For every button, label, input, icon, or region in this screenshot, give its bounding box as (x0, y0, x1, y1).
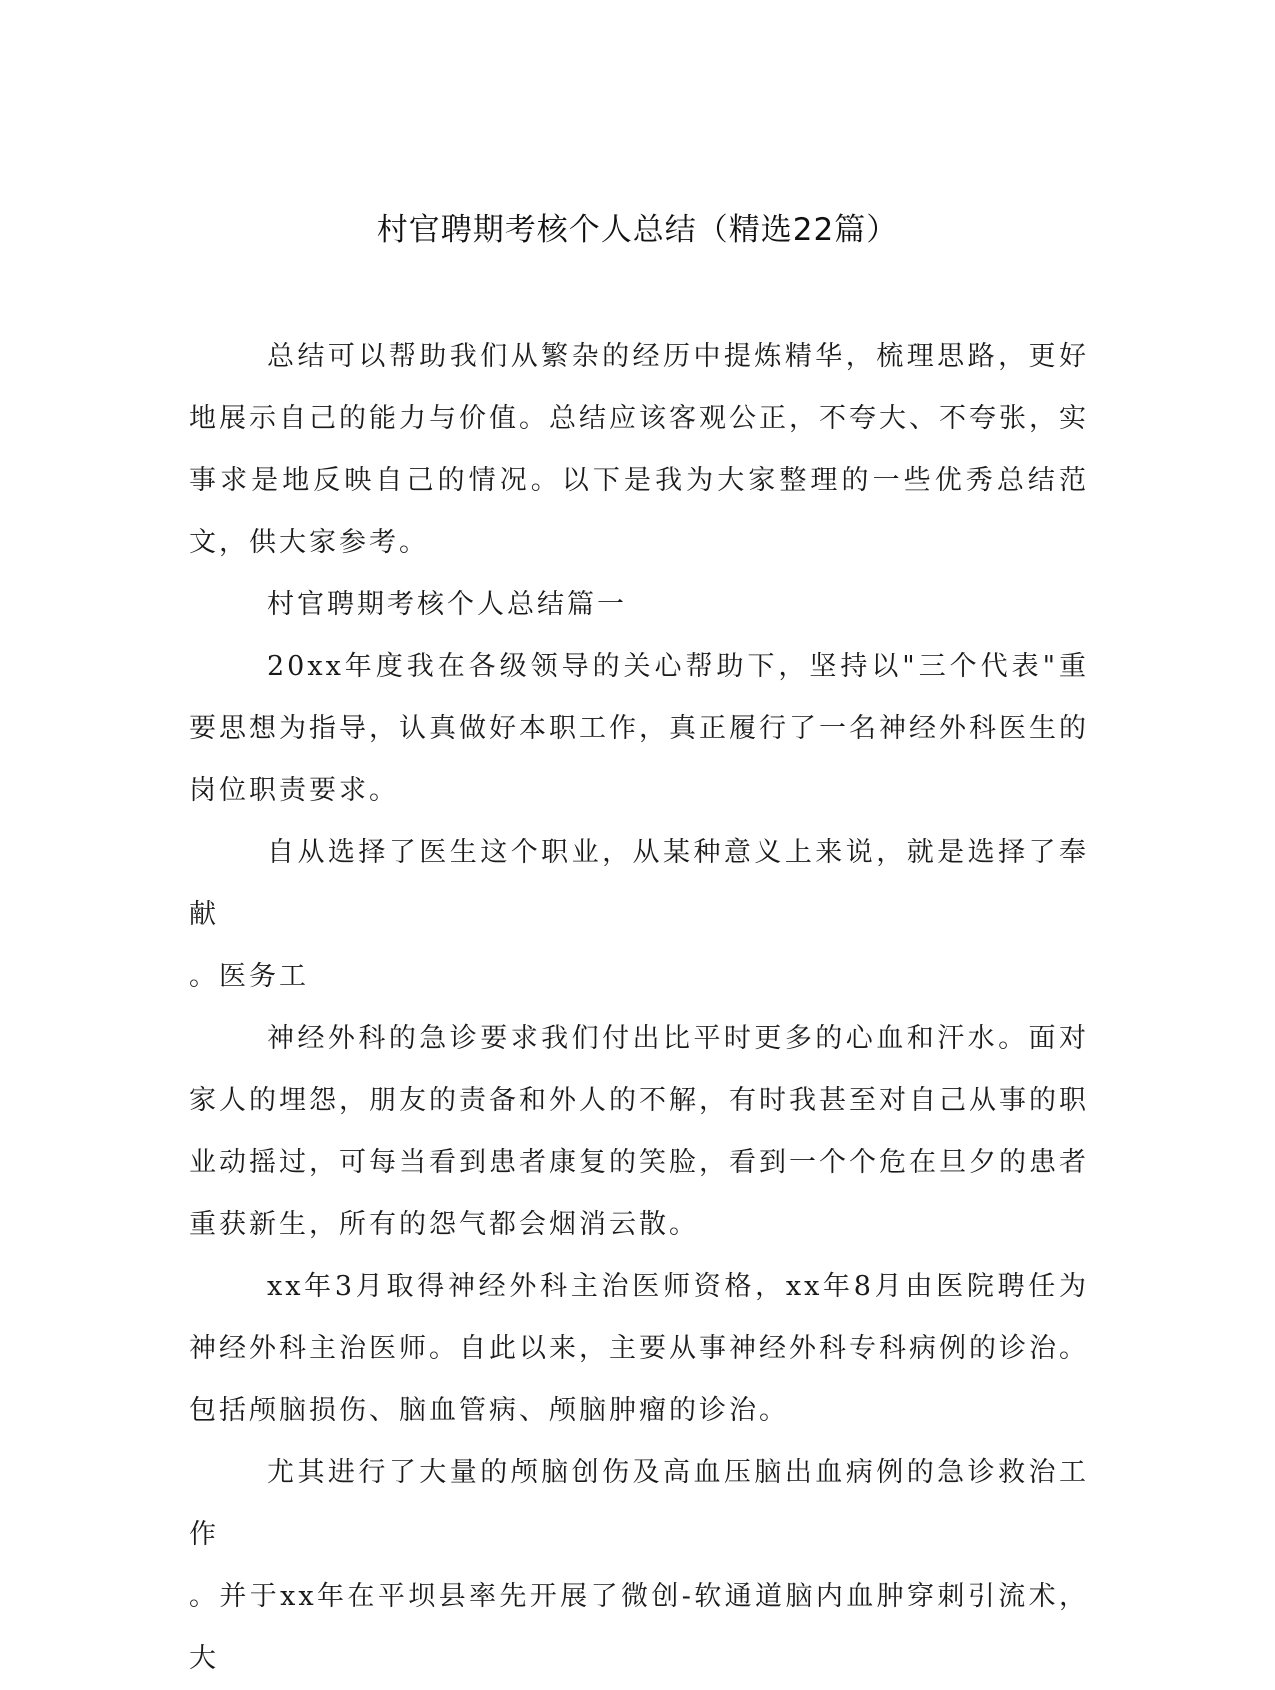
intro-paragraph: 总结可以帮助我们从繁杂的经历中提炼精华，梳理思路，更好地展示自己的能力与价值。总结应该客观公正，不夸大、不夸张，实事求是地反映自己的情况。以下是我为大家整理的一些优秀总结范文，供大家参考。 (189, 341, 1089, 558)
body-paragraph-continuation: 。医务工 (189, 961, 309, 992)
body-paragraph: 神经外科的急诊要求我们付出比平时更多的心血和汗水。面对家人的埋怨，朋友的责备和外人的不解，有时我甚至对自己从事的职业动摇过，可每当看到患者康复的笑脸，看到一个个危在旦夕的患者重获新生，所有的怨气都会烟消云散。 (189, 1023, 1089, 1240)
body-paragraph: 自从选择了医生这个职业，从某种意义上来说，就是选择了奉献 (189, 837, 1089, 930)
document-title: 村官聘期考核个人总结（精选22篇） (376, 212, 899, 248)
document-body (189, 326, 1089, 1690)
body-paragraph: xx年3月取得神经外科主治医师资格，xx年8月由医院聘任为神经外科主治医师。自此以来，主要从事神经外科专科病例的诊治。包括颅脑损伤、脑血管病、颅脑肿瘤的诊治。 (189, 1271, 1089, 1426)
section-heading: 村官聘期考核个人总结篇一 (267, 589, 627, 620)
body-paragraph: 20xx年度我在各级领导的关心帮助下，坚持以"三个代表"重要思想为指导，认真做好本职工作，真正履行了一名神经外科医生的岗位职责要求。 (189, 651, 1089, 806)
body-paragraph: 尤其进行了大量的颅脑创伤及高血压脑出血病例的急诊救治工作 (189, 1457, 1089, 1550)
body-paragraph-continuation: 。并于xx年在平坝县率先开展了微创-软通道脑内血肿穿刺引流术，大 (189, 1581, 1089, 1674)
